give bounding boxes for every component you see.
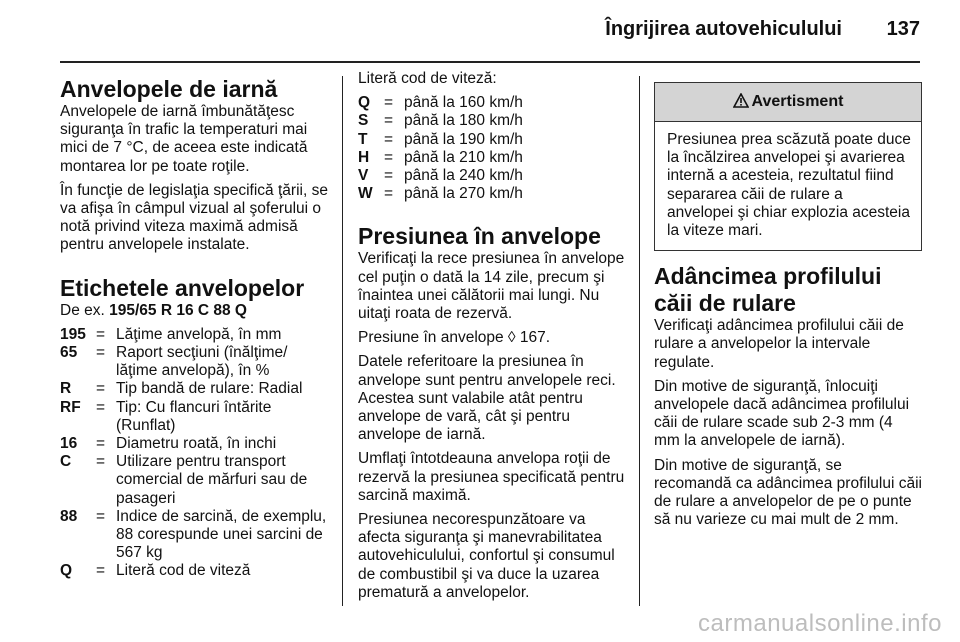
running-title: Îngrijirea autovehiculului (605, 18, 842, 40)
code-equals: = (96, 325, 106, 343)
code-equals: = (96, 398, 106, 416)
code-term: 16 (60, 435, 78, 453)
speed-limit: până la 210 km/h (404, 148, 523, 166)
pressure-paragraph-4: Umflaţi întotdeauna anvelopa roţii de rezervă la presiunea specificată pentru sarcină maximă. (358, 450, 625, 504)
code-term: Q (60, 562, 73, 580)
column-left (60, 76, 332, 587)
code-row (60, 435, 332, 453)
code-equals: = (96, 453, 106, 471)
pressure-paragraph-2: Presiune în anvelope ◊ 167. (358, 329, 551, 347)
winter-tyres-heading: Anvelopele de iarnă (60, 76, 278, 102)
code-row (60, 399, 332, 435)
warning-box (654, 82, 922, 251)
speed-code: V (358, 167, 369, 185)
pressure-paragraph-1: Verificaţi la rece presiunea în anvelope cel puţin o dată la 14 zile, precum şi înaintea unei călătorii mai lungi. Nu uitaţi roata de rezervă. (358, 250, 625, 323)
code-description: Literă cod de viteză (116, 562, 251, 580)
code-row (60, 453, 332, 508)
code-term: 195 (60, 325, 86, 343)
tyre-labels-heading: Etichetele anvelopelor (60, 274, 305, 301)
column-middle (358, 70, 626, 608)
speed-limit: până la 240 km/h (404, 167, 523, 185)
speed-row (358, 167, 626, 185)
speed-limit: până la 160 km/h (404, 94, 523, 112)
example-prefix: De ex. (60, 301, 105, 319)
code-term: RF (60, 398, 81, 416)
speed-code: Q (358, 94, 371, 112)
speed-row (358, 185, 626, 203)
speed-limit: până la 270 km/h (404, 185, 523, 203)
code-term: R (60, 380, 72, 398)
speed-equals: = (384, 167, 394, 185)
pressure-paragraph-5: Presiunea necorespunzătoare va afecta siguranţa şi manevrabilitatea autovehiculului, confortul şi consumul de combustibil şi va duce la uzarea prematură a anvelopelor. (358, 511, 615, 601)
code-equals: = (96, 435, 106, 453)
code-row (60, 380, 332, 398)
warning-title: Avertisment (751, 92, 844, 110)
winter-tyres-paragraph-1: Anvelopele de iarnă îmbunătăţesc siguranţa în trafic la temperaturi mai mici de 7 °C, de aceea este indicată montarea lor pe toate roţile. (60, 103, 308, 175)
column-right (654, 76, 922, 535)
code-term: C (60, 453, 72, 471)
code-term: 88 (60, 507, 78, 525)
speed-row (358, 149, 626, 167)
speed-code-intro: Literă cod de viteză: (358, 70, 497, 87)
tread-depth-heading: Adâncimea profilului căii de rulare (654, 263, 882, 317)
tread-paragraph-1: Verificaţi adâncimea profilului căii de rulare a anvelopelor la intervale regulate. (654, 317, 904, 371)
code-equals: = (96, 344, 106, 362)
code-term: 65 (60, 344, 78, 362)
tyre-pressure-heading: Presiunea în anvelope (358, 223, 601, 250)
code-row (60, 562, 332, 580)
tyre-label-example (60, 302, 332, 320)
page-header (60, 16, 920, 52)
warning-header (655, 83, 921, 122)
code-row (60, 326, 332, 344)
code-description: Utilizare pentru transport comercial de mărfuri sau de pasageri (116, 453, 308, 507)
code-row (60, 508, 332, 563)
speed-row (358, 112, 626, 130)
code-equals: = (96, 562, 106, 580)
speed-limit: până la 180 km/h (404, 112, 523, 130)
speed-equals: = (384, 112, 394, 130)
header-rule (60, 61, 920, 63)
column-divider-1 (342, 76, 343, 606)
warning-text: Presiunea prea scăzută poate duce la încălzirea anvelopei şi avarierea internă a acesteia, rezultatul fiind separarea căii de rulare a anvelopei şi chiar explozia acesteia la viteze mari. (667, 131, 911, 240)
winter-tyres-paragraph-2: În funcţie de legislaţia specifică ţării, se va afişa în câmpul vizual al şoferului o notă privind viteza maximă admisă pentru anvelopele instalate. (60, 181, 328, 254)
code-description: Lăţime anvelopă, în mm (116, 325, 282, 343)
tread-paragraph-3: Din motive de siguranţă, se recomandă ca adâncimea profilului căii de rulare a anvelopelor de pe o punte să nu varieze cu mai mult de 2 mm. (654, 456, 922, 529)
warning-triangle-icon (733, 93, 749, 111)
example-value: 195/65 R 16 C 88 Q (109, 301, 247, 319)
watermark: carmanualsonline.info (698, 610, 942, 637)
code-equals: = (96, 507, 106, 525)
speed-code: S (358, 112, 369, 130)
speed-equals: = (384, 130, 394, 148)
code-description: Indice de sarcină, de exemplu, 88 corespunde unei sarcini de 567 kg (116, 507, 327, 562)
speed-code: T (358, 130, 368, 148)
code-description: Raport secţiuni (înălţime/ lăţime anvelopă), în % (116, 344, 288, 380)
column-divider-2 (639, 76, 640, 606)
speed-row (358, 94, 626, 112)
page-number: 137 (886, 18, 920, 40)
code-description: Tip bandă de rulare: Radial (116, 380, 303, 398)
tyre-code-list (60, 326, 332, 581)
speed-code: W (358, 185, 373, 203)
speed-code-list (358, 94, 626, 203)
speed-equals: = (384, 148, 394, 166)
speed-equals: = (384, 185, 394, 203)
code-equals: = (96, 380, 106, 398)
tread-paragraph-2: Din motive de siguranţă, înlocuiţi anvelopele dacă adâncimea profilului căii de rulare scade sub 2-3 mm (4 mm la anvelopele de iarnă). (654, 377, 910, 450)
code-row (60, 344, 332, 380)
speed-limit: până la 190 km/h (404, 130, 523, 148)
code-description: Diametru roată, în inchi (116, 435, 277, 453)
pressure-paragraph-3: Datele referitoare la presiunea în anvelope sunt pentru anvelopele reci. Acestea sunt valabile atât pentru anvelope de vară, cât şi pentru anvelope de iarnă. (358, 353, 616, 444)
speed-equals: = (384, 94, 394, 112)
speed-row (358, 131, 626, 149)
code-description: Tip: Cu flancuri întărite (Runflat) (116, 398, 272, 434)
speed-code: H (358, 148, 370, 166)
